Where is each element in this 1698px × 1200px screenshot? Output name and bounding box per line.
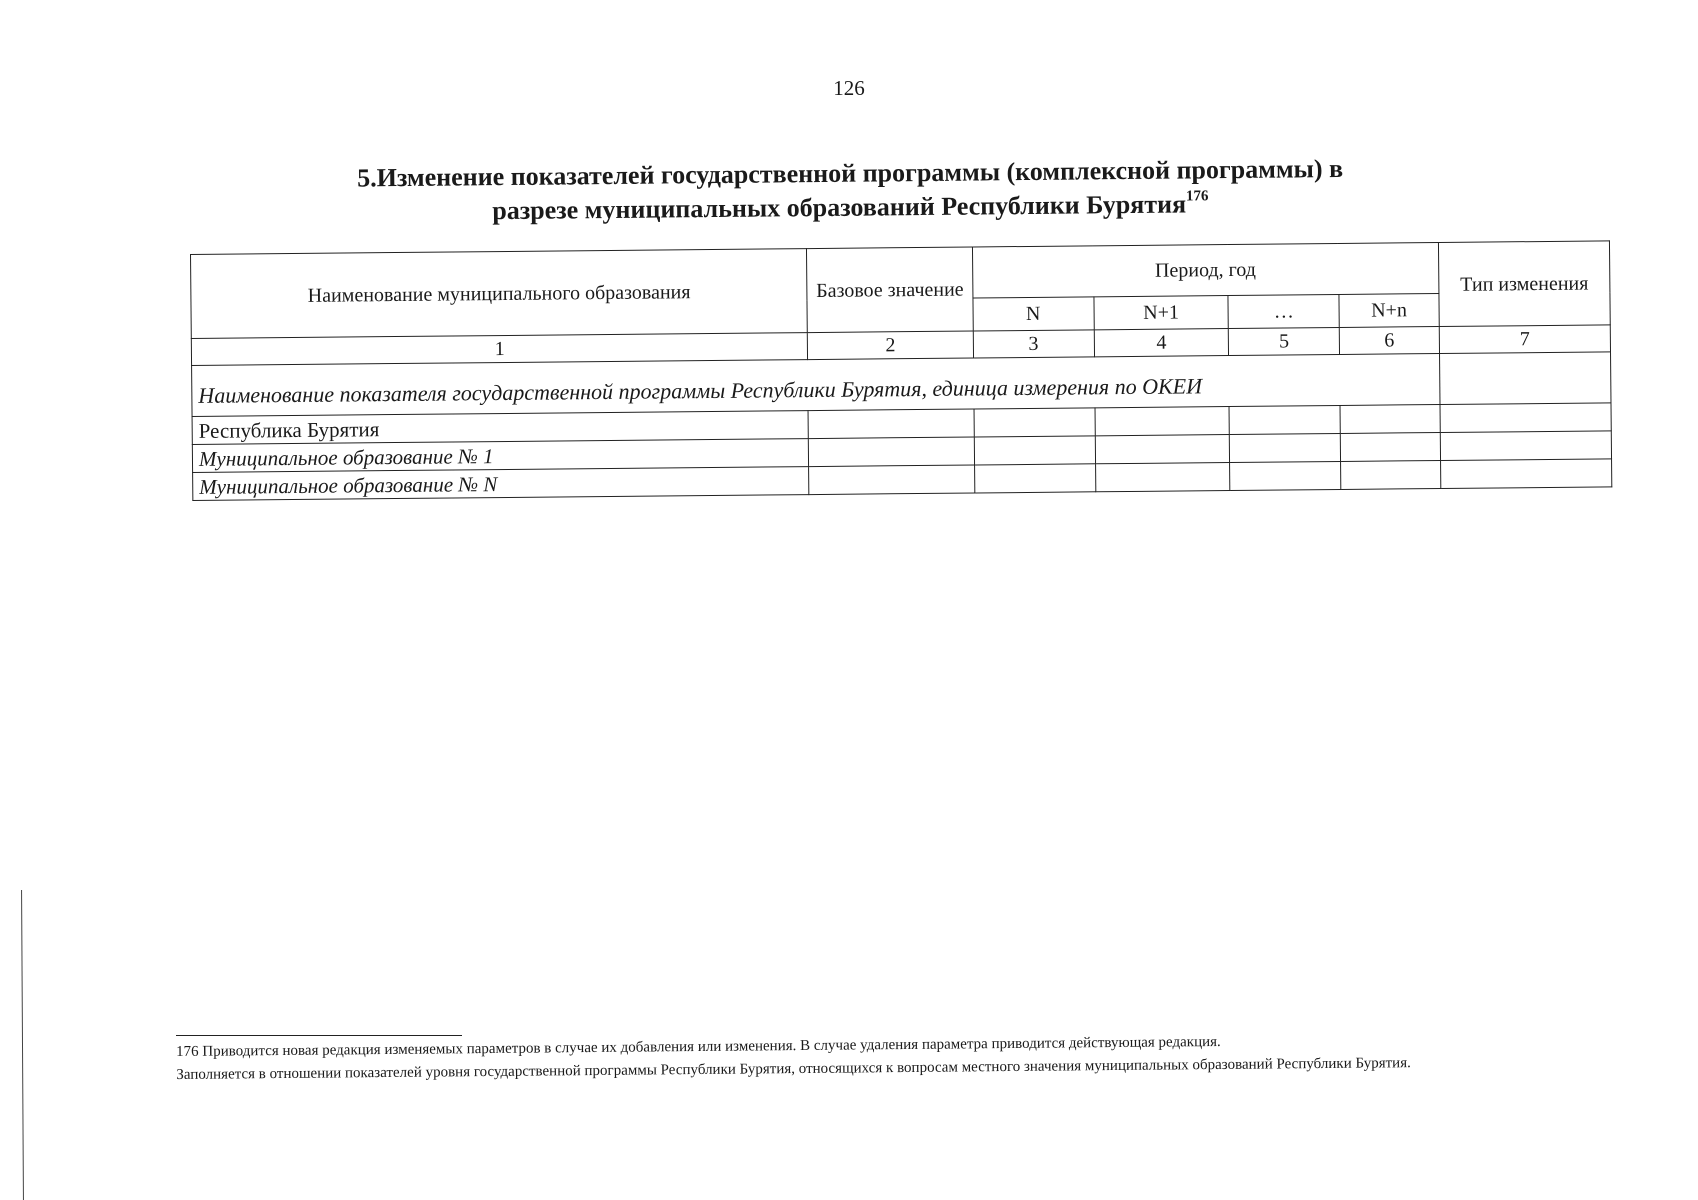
table-cell [1230, 461, 1341, 490]
row-label: Муниципальное образование № 1 [192, 439, 809, 473]
indicator-label: Наименование показателя государственной программы Республики Бурятия, единица измерения по ОКЕИ [192, 354, 1440, 417]
footnote-line-1: 176 Приводится новая редакция изменяемых параметров в случае их добавления или изменения. В случае удаления параметра приводится действующая редакция. [176, 1033, 1221, 1060]
table-cell [1340, 461, 1440, 490]
header-period-n-plus-n: N+n [1339, 294, 1439, 328]
title-footnote-ref: 176 [1185, 188, 1209, 205]
header-period: Период, год [972, 243, 1439, 298]
scan-edge-line [21, 890, 24, 1200]
table-cell [1095, 463, 1230, 492]
table-cell [1440, 403, 1611, 433]
table-cell [809, 437, 974, 467]
header-period-ellipsis: … [1228, 294, 1339, 328]
row-label: Муниципальное образование № N [193, 467, 810, 501]
header-period-n: N [973, 297, 1094, 331]
column-number: 7 [1439, 325, 1610, 354]
page-number: 126 [833, 76, 865, 100]
table-cell [974, 408, 1095, 437]
column-number: 4 [1094, 329, 1229, 357]
table-cell [1230, 433, 1341, 462]
column-number: 5 [1229, 327, 1340, 355]
table-cell [1440, 459, 1611, 489]
table-cell [1229, 405, 1340, 434]
table-cell [1440, 431, 1611, 461]
footnote-divider [176, 1035, 462, 1036]
indicators-table [190, 240, 1612, 501]
table-cell [974, 436, 1095, 465]
table-cell [1095, 435, 1230, 464]
table-cell [1340, 405, 1440, 434]
column-number: 2 [808, 331, 973, 360]
footnote [176, 1027, 1616, 1087]
footnote-line-2: Заполняется в отношении показателей уровня государственной программы Республики Бурятия, относящихся к вопросам местного значения муниципальных образований Республики Бурятия. [176, 1055, 1411, 1083]
table-cell [809, 465, 974, 495]
table-cell [808, 409, 973, 439]
table-cell [1340, 433, 1440, 462]
header-name: Наименование муниципального образования [191, 249, 808, 339]
column-number: 3 [973, 330, 1094, 358]
row-label: Республика Бурятия [192, 411, 809, 445]
table-cell [1095, 407, 1230, 436]
page-title [300, 151, 1401, 230]
header-base-value: Базовое значение [807, 247, 973, 333]
header-change-type: Тип изменения [1438, 241, 1610, 327]
title-line-1: 5.Изменение показателей государственной программы (комплексной программы) в [357, 153, 1344, 193]
header-period-n-plus-1: N+1 [1093, 296, 1228, 330]
table-cell [1439, 352, 1611, 405]
title-line-2-text: разрезе муниципальных образований Республики Бурятия [492, 189, 1187, 226]
table-cell [974, 464, 1095, 493]
column-number: 1 [191, 333, 808, 366]
indicators-table-wrapper [190, 240, 1612, 501]
column-number: 6 [1339, 327, 1439, 355]
